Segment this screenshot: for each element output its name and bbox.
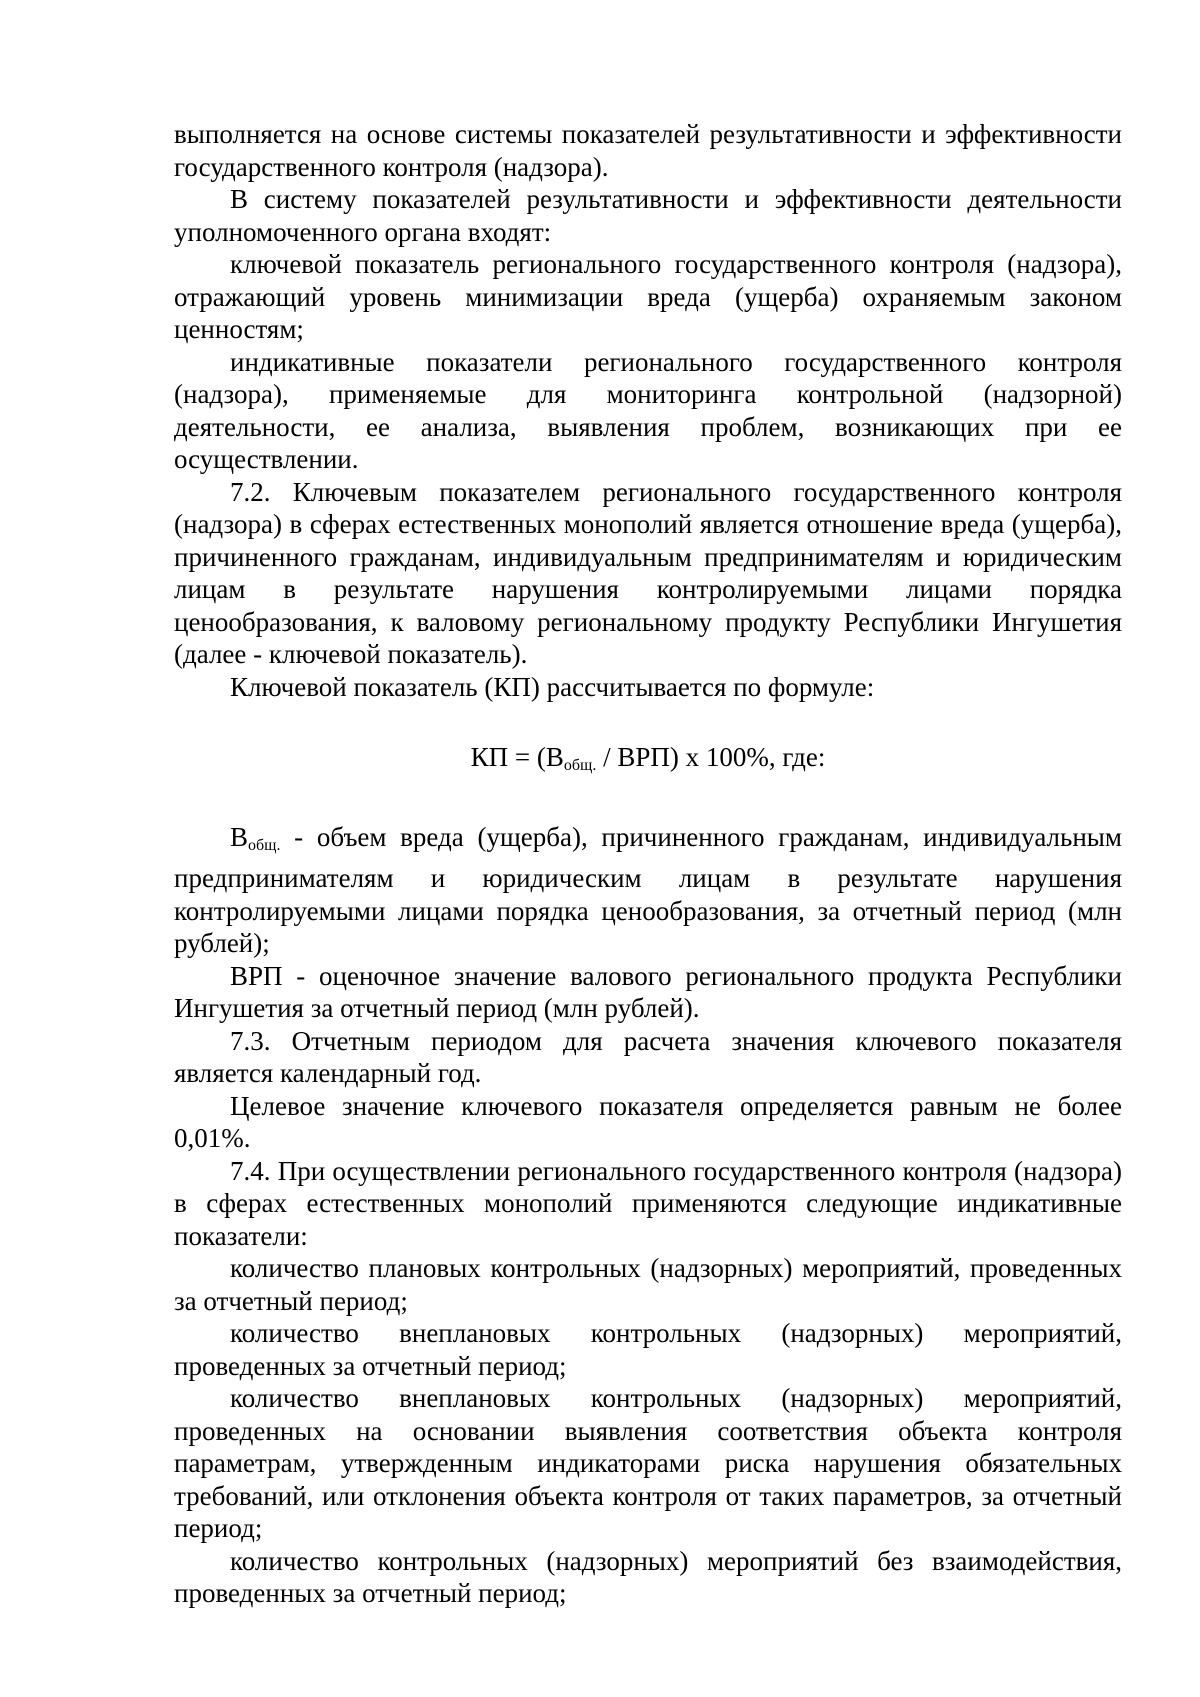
paragraph-indicator-system: В систему показателей результативности и эффективности деятельности уполномоченного органа входят: <box>174 184 1122 247</box>
paragraph-section-7-2: 7.2. Ключевым показателем регионального государственного контроля (надзора) в сферах естественных монополий является отношение вреда (ущерба), причиненного гражданам, индивидуальным предпринимателям и юридическим лицам в результате нарушения контролируемыми лицами порядка ценообразования, к валовому региональному продукту Республики Ингушетия (далее - ключевой показатель). <box>174 476 1122 669</box>
list-item-planned-events: количество плановых контрольных (надзорных) мероприятий, проведенных за отчетный период; <box>174 1253 1122 1316</box>
formula <box>174 741 1122 783</box>
list-item-unplanned-events: количество внеплановых контрольных (надзорных) мероприятий, проведенных за отчетный период; <box>174 1318 1122 1381</box>
paragraph-section-7-3: 7.3. Отчетным периодом для расчета значения ключевого показателя является календарный год. <box>174 1025 1122 1088</box>
document-page <box>174 118 1122 1610</box>
definition-symbol: В <box>230 821 249 852</box>
definition-v-total <box>174 821 1122 960</box>
paragraph-formula-intro: Ключевой показатель (КП) рассчитывается по формуле: <box>230 671 875 702</box>
definition-text: - объем вреда (ущерба), причиненного гражданам, индивидуальным предпринимателям и юридическим лицам в результате нарушения контролируемыми лицами порядка ценообразования, за отчетный период (млн рублей); <box>174 821 1122 958</box>
paragraph-continuation: выполняется на основе системы показателей результативности и эффективности государственного контроля (надзора). <box>174 119 1122 182</box>
paragraph-target-value: Целевое значение ключевого показателя определяется равным не более 0,01%. <box>174 1090 1122 1153</box>
list-item-no-interaction-events: количество контрольных (надзорных) мероприятий без взаимодействия, проведенных за отчетный период; <box>174 1545 1122 1608</box>
paragraph-key-indicator-item: ключевой показатель регионального государственного контроля (надзора), отражающий уровень минимизации вреда (ущерба) охраняемым законом ценностям; <box>174 249 1122 344</box>
list-item-risk-indicator-events: количество внеплановых контрольных (надзорных) мероприятий, проведенных на основании выявления соответствия объекта контроля параметрам, утвержденным индикаторами риска нарушения обязательных требований, или отклонения объекта контроля от таких параметров, за отчетный период; <box>174 1383 1122 1543</box>
paragraph-indicative-indicators-item: индикативные показатели регионального государственного контроля (надзора), применяемые для мониторинга контрольной (надзорной) деятельности, ее анализа, выявления проблем, возникающих при ее осуществлении. <box>174 346 1122 474</box>
definition-subscript: общ. <box>248 836 281 854</box>
paragraph-section-7-4: 7.4. При осуществлении регионального государственного контроля (надзора) в сферах естественных монополий применяются следующие индикативные показатели: <box>174 1155 1122 1251</box>
definition-vrp: ВРП - оценочное значение валового регионального продукта Республики Ингушетия за отчетный период (млн рублей). <box>174 960 1122 1023</box>
formula-right: / ВРП) х 100%, где: <box>596 742 826 772</box>
formula-left: КП = (В <box>470 742 564 772</box>
formula-subscript: общ. <box>563 757 597 774</box>
